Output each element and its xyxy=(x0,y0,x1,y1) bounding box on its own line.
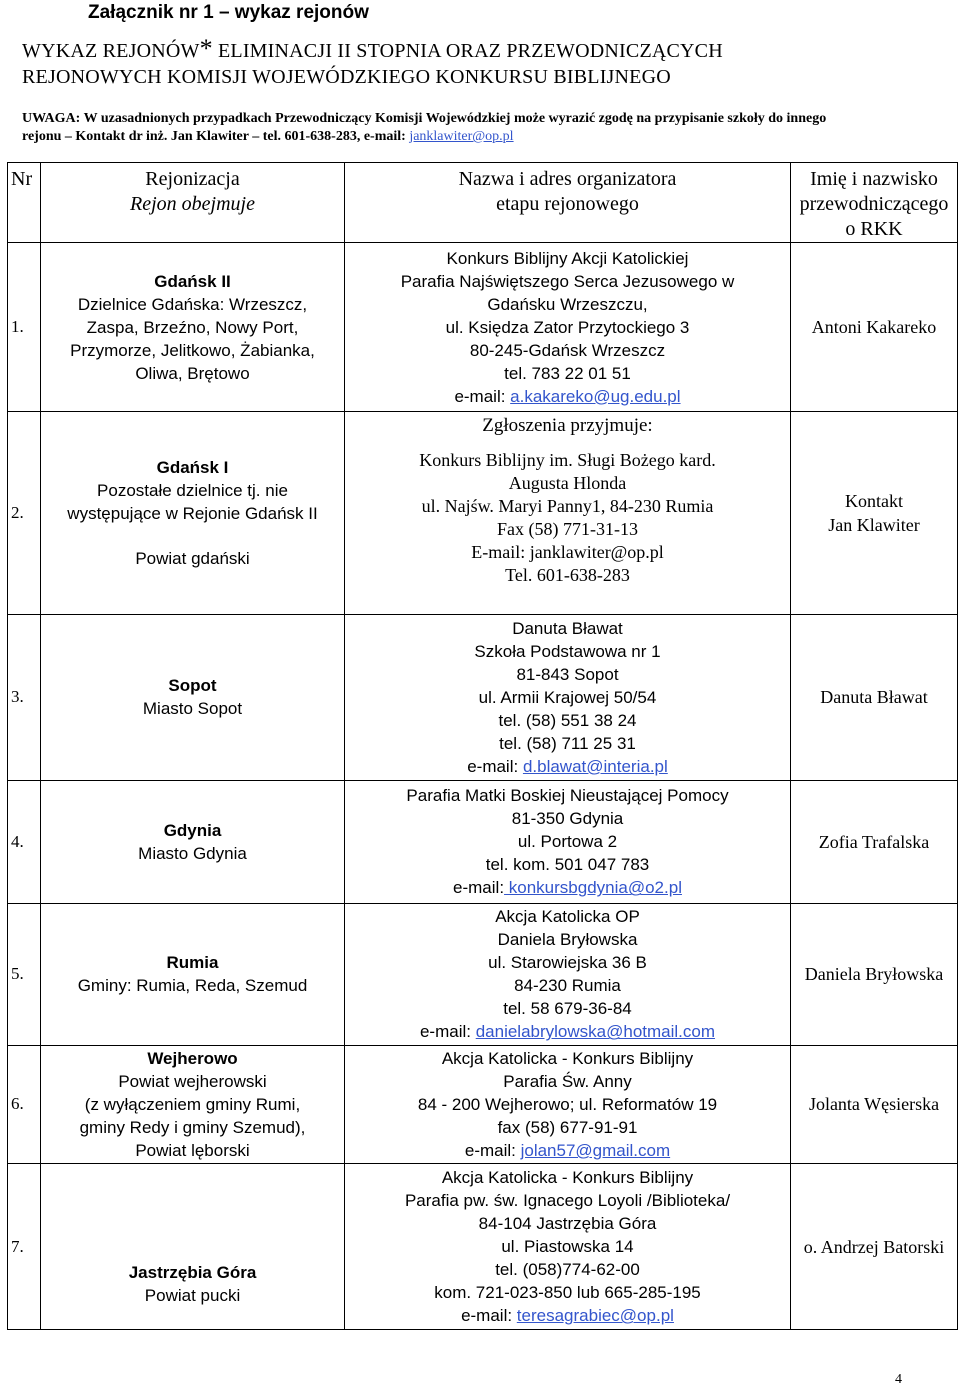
table-header-row xyxy=(8,163,958,243)
org-line: 81-350 Gdynia xyxy=(511,809,624,829)
note-line1: UWAGA: W uzasadnionych przypadkach Przewodniczący Komisji Wojewódzkiej może wyrazić zgodę na przypisanie szkoły do innego xyxy=(22,111,827,126)
org-email: e-mail: konkursbgdynia@o2.pl xyxy=(453,878,682,898)
org-line: Danuta Bławat xyxy=(512,618,623,638)
email-link[interactable]: konkursbgdynia@o2.pl xyxy=(504,878,682,898)
region-desc-line: Miasto Sopot xyxy=(142,699,243,719)
region-desc-line: Zaspa, Brzeźno, Nowy Port, xyxy=(86,317,299,337)
header-chair-line3: o RKK xyxy=(845,218,903,240)
row-number: 2. xyxy=(8,412,41,615)
org-line: Fax (58) 771-31-13 xyxy=(497,519,638,540)
region-cell xyxy=(41,614,345,780)
region-desc-line: Dzielnice Gdańska: Wrzeszcz, xyxy=(77,294,308,314)
note-line2: rejonu – Kontakt dr inż. Jan Klawiter – tel. 601-638-283, e-mail: xyxy=(22,129,410,144)
org-line: Parafia Matki Boskiej Nieustającej Pomocy xyxy=(406,786,729,806)
org-line: E-mail: janklawiter@op.pl xyxy=(471,542,664,563)
org-line: ul. Najśw. Maryi Panny1, 84-230 Rumia xyxy=(421,496,714,517)
chair-name: Jolanta Węsierska xyxy=(791,1045,958,1164)
header-organizer xyxy=(345,163,791,243)
region-name: Gdynia xyxy=(163,820,222,840)
org-line: Akcja Katolicka - Konkurs Biblijny xyxy=(441,1048,694,1068)
org-line: 84-104 Jastrzębia Góra xyxy=(478,1214,657,1234)
region-desc-line: Powiat pucki xyxy=(144,1286,241,1305)
table-row xyxy=(8,1164,958,1330)
region-cell xyxy=(41,904,345,1046)
row-number: 1. xyxy=(8,243,41,412)
org-line: Daniela Bryłowska xyxy=(497,930,638,950)
chair-name: Danuta Bławat xyxy=(791,614,958,780)
org-line: tel. (58) 551 38 24 xyxy=(498,710,637,730)
region-name: Wejherowo xyxy=(147,1048,238,1068)
header-nr: Nr xyxy=(8,163,41,243)
region-name: Gdańsk I xyxy=(156,457,229,477)
region-desc-line: Gminy: Rumia, Reda, Szemud xyxy=(77,976,308,996)
organizer-cell xyxy=(345,780,791,904)
header-chair xyxy=(791,163,958,243)
email-link[interactable]: danielabrylowska@hotmail.com xyxy=(475,1022,716,1042)
region-cell xyxy=(41,412,345,615)
email-link[interactable]: jolan57@gmail.com xyxy=(520,1140,671,1160)
note-email-link[interactable]: janklawiter@op.pl xyxy=(409,129,514,144)
chair-name: o. Andrzej Batorski xyxy=(791,1164,958,1330)
region-desc-line: Miasto Gdynia xyxy=(138,843,247,863)
org-line: Augusta Hlonda xyxy=(508,473,627,494)
table-row xyxy=(8,614,958,780)
org-line: Konkurs Biblijny im. Sługi Bożego kard. xyxy=(419,450,716,471)
header-region-line2: Rejon obejmuje xyxy=(130,193,255,215)
org-line: 80-245-Gdańsk Wrzeszcz xyxy=(469,340,666,360)
region-name: Sopot xyxy=(168,676,217,696)
row-number: 4. xyxy=(8,780,41,904)
note xyxy=(22,110,942,146)
row-number: 6. xyxy=(8,1045,41,1164)
region-desc-line: występujące w Rejonie Gdańsk II xyxy=(67,503,318,523)
title-line2: REJONOWYCH KOMISJI WOJEWÓDZKIEGO KONKURSU BIBLIJNEGO xyxy=(22,66,671,88)
org-line: tel. (058)774-62-00 xyxy=(495,1260,640,1280)
table-row xyxy=(8,780,958,904)
org-heading: Zgłoszenia przyjmuje: xyxy=(482,415,653,437)
email-link[interactable]: d.blawat@interia.pl xyxy=(522,756,668,776)
org-line: 81-843 Sopot xyxy=(516,664,619,684)
region-name: Jastrzębia Góra xyxy=(128,1263,257,1282)
org-line: ul. Księdza Zator Przytockiego 3 xyxy=(445,317,690,337)
region-desc-line: gminy Redy i gminy Szemud), xyxy=(79,1117,306,1137)
region-extra: Powiat gdański xyxy=(135,548,250,568)
document-title xyxy=(22,36,723,90)
region-desc-line: Oliwa, Brętowo xyxy=(135,363,250,383)
org-line: tel. 783 22 01 51 xyxy=(504,363,631,383)
chair-name: Zofia Trafalska xyxy=(791,780,958,904)
region-cell xyxy=(41,1164,345,1330)
table-row xyxy=(8,412,958,615)
org-line: ul. Armii Krajowej 50/54 xyxy=(478,687,657,707)
chair-name-line2: Jan Klawiter xyxy=(828,514,920,535)
region-desc-line: Powiat wejherowski xyxy=(118,1071,267,1091)
org-line: Szkoła Podstawowa nr 1 xyxy=(474,641,661,661)
header-organizer-line2: etapu rejonowego xyxy=(496,193,639,215)
org-line: ul. Starowiejska 36 B xyxy=(488,953,647,973)
organizer-cell xyxy=(345,1164,791,1330)
organizer-cell xyxy=(345,412,791,615)
chair-name: Antoni Kakareko xyxy=(791,243,958,412)
org-line: ul. Piastowska 14 xyxy=(501,1237,634,1257)
org-line: 84 - 200 Wejherowo; ul. Reformatów 19 xyxy=(417,1094,718,1114)
org-email: e-mail: danielabrylowska@hotmail.com xyxy=(419,1022,716,1042)
region-cell xyxy=(41,1045,345,1164)
org-line: Gdańsku Wrzeszczu, xyxy=(487,294,648,314)
org-line: Akcja Katolicka - Konkurs Biblijny xyxy=(441,1168,694,1188)
row-number: 7. xyxy=(8,1164,41,1330)
header-region xyxy=(41,163,345,243)
org-line: ul. Portowa 2 xyxy=(517,832,618,852)
org-line: 84-230 Rumia xyxy=(514,976,621,996)
region-name: Rumia xyxy=(166,953,219,973)
region-desc-line: (z wyłączeniem gminy Rumi, xyxy=(84,1094,301,1114)
region-name: Gdańsk II xyxy=(154,271,231,291)
region-cell xyxy=(41,243,345,412)
org-line: tel. kom. 501 047 783 xyxy=(485,855,650,875)
annex-title: Załącznik nr 1 – wykaz rejonów xyxy=(88,2,369,23)
page-number: 4 xyxy=(895,1372,902,1387)
chair-name: Kontakt xyxy=(845,490,903,511)
org-line: Parafia Najświętszego Serca Jezusowego w xyxy=(400,271,735,291)
org-line: Konkurs Biblijny Akcji Katolickiej xyxy=(446,248,689,268)
row-number: 5. xyxy=(8,904,41,1046)
chair-name: Daniela Bryłowska xyxy=(791,904,958,1046)
organizer-cell xyxy=(345,243,791,412)
table-row xyxy=(8,243,958,412)
region-desc-line: Przymorze, Jelitkowo, Żabianka, xyxy=(70,340,315,360)
header-chair-line2: przewodniczącego xyxy=(799,193,949,215)
org-email: e-mail: teresagrabiec@op.pl xyxy=(461,1306,674,1326)
organizer-cell xyxy=(345,904,791,1046)
table-row xyxy=(8,1045,958,1164)
org-email: e-mail: a.kakareko@ug.edu.pl xyxy=(454,386,681,406)
org-line: kom. 721-023-850 lub 665-285-195 xyxy=(434,1283,701,1303)
region-desc-line: Pozostałe dzielnice tj. nie xyxy=(97,480,288,500)
org-line: tel. 58 679-36-84 xyxy=(503,999,632,1019)
header-region-line1: Rejonizacja xyxy=(145,168,240,190)
org-line: fax (58) 677-91-91 xyxy=(497,1117,638,1137)
org-line: Akcja Katolicka OP xyxy=(495,907,640,927)
email-link[interactable]: teresagrabiec@op.pl xyxy=(516,1306,674,1326)
table-row xyxy=(8,904,958,1046)
organizer-cell xyxy=(345,1045,791,1164)
row-number: 3. xyxy=(8,614,41,780)
header-organizer-line1: Nazwa i adres organizatora xyxy=(458,168,677,190)
title-part2: ELIMINACJI II STOPNIA ORAZ PRZEWODNICZĄCYCH xyxy=(212,40,723,62)
organizer-cell xyxy=(345,614,791,780)
org-line: Tel. 601-638-283 xyxy=(505,565,630,586)
chair-cell xyxy=(791,412,958,615)
org-email: e-mail: d.blawat@interia.pl xyxy=(467,756,668,776)
header-chair-line1: Imię i nazwisko xyxy=(810,168,938,190)
org-line: Parafia Św. Anny xyxy=(503,1071,632,1091)
org-email: e-mail: jolan57@gmail.com xyxy=(464,1140,671,1160)
title-part1: WYKAZ REJONÓW xyxy=(22,40,200,62)
regions-table xyxy=(7,162,958,1330)
title-star: * xyxy=(199,34,213,63)
org-line: Parafia pw. św. Ignacego Loyoli /Biblioteka/ xyxy=(404,1191,731,1211)
region-desc-line: Powiat lęborski xyxy=(135,1140,250,1160)
email-link[interactable]: a.kakareko@ug.edu.pl xyxy=(510,386,681,406)
region-cell xyxy=(41,780,345,904)
org-line: tel. (58) 711 25 31 xyxy=(499,733,636,753)
